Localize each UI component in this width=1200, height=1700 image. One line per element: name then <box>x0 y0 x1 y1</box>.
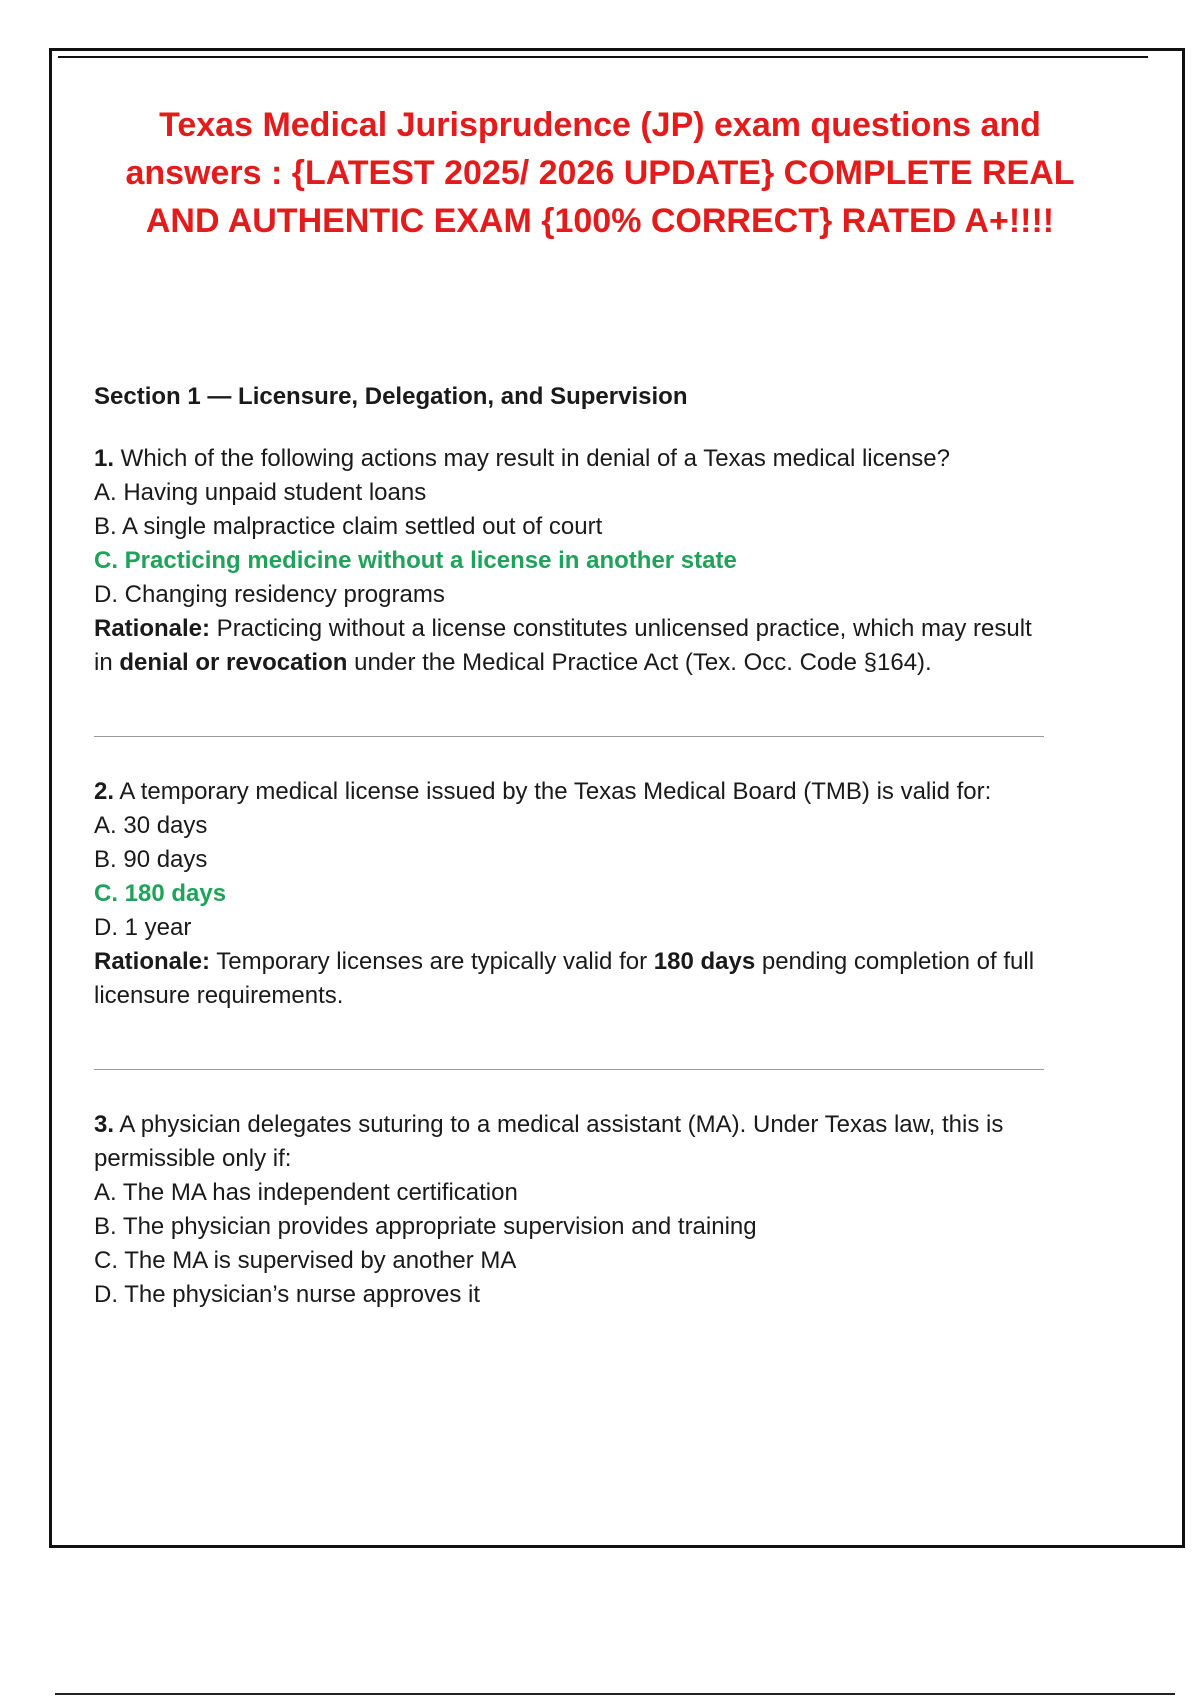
question-number: 2. <box>94 778 115 805</box>
question-divider <box>94 1069 1044 1070</box>
rationale-text-end: pending completion of full licensure requirements. <box>94 948 1035 1009</box>
answer-option-c-correct: C. Practicing medicine without a license in another state <box>94 547 737 574</box>
rationale-text-end: under the Medical Practice Act (Tex. Occ. Code §164). <box>347 649 932 676</box>
rationale-text: Practicing without a license constitutes unlicensed practice, which may result in <box>94 615 1032 676</box>
document-title: Texas Medical Jurisprudence (JP) exam questions and answers : {LATEST 2025/ 2026 UPDATE} COMPLETE REAL AND AUTHENTIC EXAM {100% CORRECT} RATED A+!!!! <box>125 106 1075 240</box>
rationale-label: Rationale: <box>94 615 211 642</box>
rationale <box>94 612 1044 680</box>
answer-option-b: B. A single malpractice claim settled out of court <box>94 513 603 540</box>
rationale-emphasis: 180 days <box>653 948 756 975</box>
page-bottom-rule <box>55 1693 1175 1695</box>
answer-option-c-correct: C. 180 days <box>94 880 227 907</box>
question-number: 3. <box>94 1111 115 1138</box>
answer-option-b: B. 90 days <box>94 846 208 873</box>
question-text: Which of the following actions may result in denial of a Texas medical license? <box>114 445 950 472</box>
rationale-text: Temporary licenses are typically valid for <box>210 948 654 975</box>
answer-option-d: D. The physician’s nurse approves it <box>94 1281 480 1308</box>
answer-option-a: A. Having unpaid student loans <box>94 479 427 506</box>
answer-option-c: C. The MA is supervised by another MA <box>94 1247 517 1274</box>
answer-option-d: D. Changing residency programs <box>94 581 445 608</box>
question-number: 1. <box>94 445 115 472</box>
question-divider <box>94 736 1044 737</box>
question-text: A physician delegates suturing to a medical assistant (MA). Under Texas law, this is permissible only if: <box>94 1111 1004 1172</box>
question-stem <box>94 775 1044 809</box>
answer-option-a: A. 30 days <box>94 812 208 839</box>
rationale-label: Rationale: <box>94 948 211 975</box>
question-1 <box>94 442 1044 680</box>
question-3 <box>94 1108 1044 1312</box>
answer-option-b: B. The physician provides appropriate supervision and training <box>94 1213 757 1240</box>
answer-option-d: D. 1 year <box>94 914 192 941</box>
question-stem <box>94 442 1044 476</box>
frame-top-rule <box>58 56 1148 58</box>
document-content <box>94 380 1044 1312</box>
question-text: A temporary medical license issued by the Texas Medical Board (TMB) is valid for: <box>114 778 992 805</box>
rationale-emphasis: denial or revocation <box>119 649 348 676</box>
question-2 <box>94 775 1044 1013</box>
section-heading: Section 1 — Licensure, Delegation, and Supervision <box>94 383 688 410</box>
rationale <box>94 945 1044 1013</box>
answer-option-a: A. The MA has independent certification <box>94 1179 518 1206</box>
question-stem <box>94 1108 1044 1176</box>
